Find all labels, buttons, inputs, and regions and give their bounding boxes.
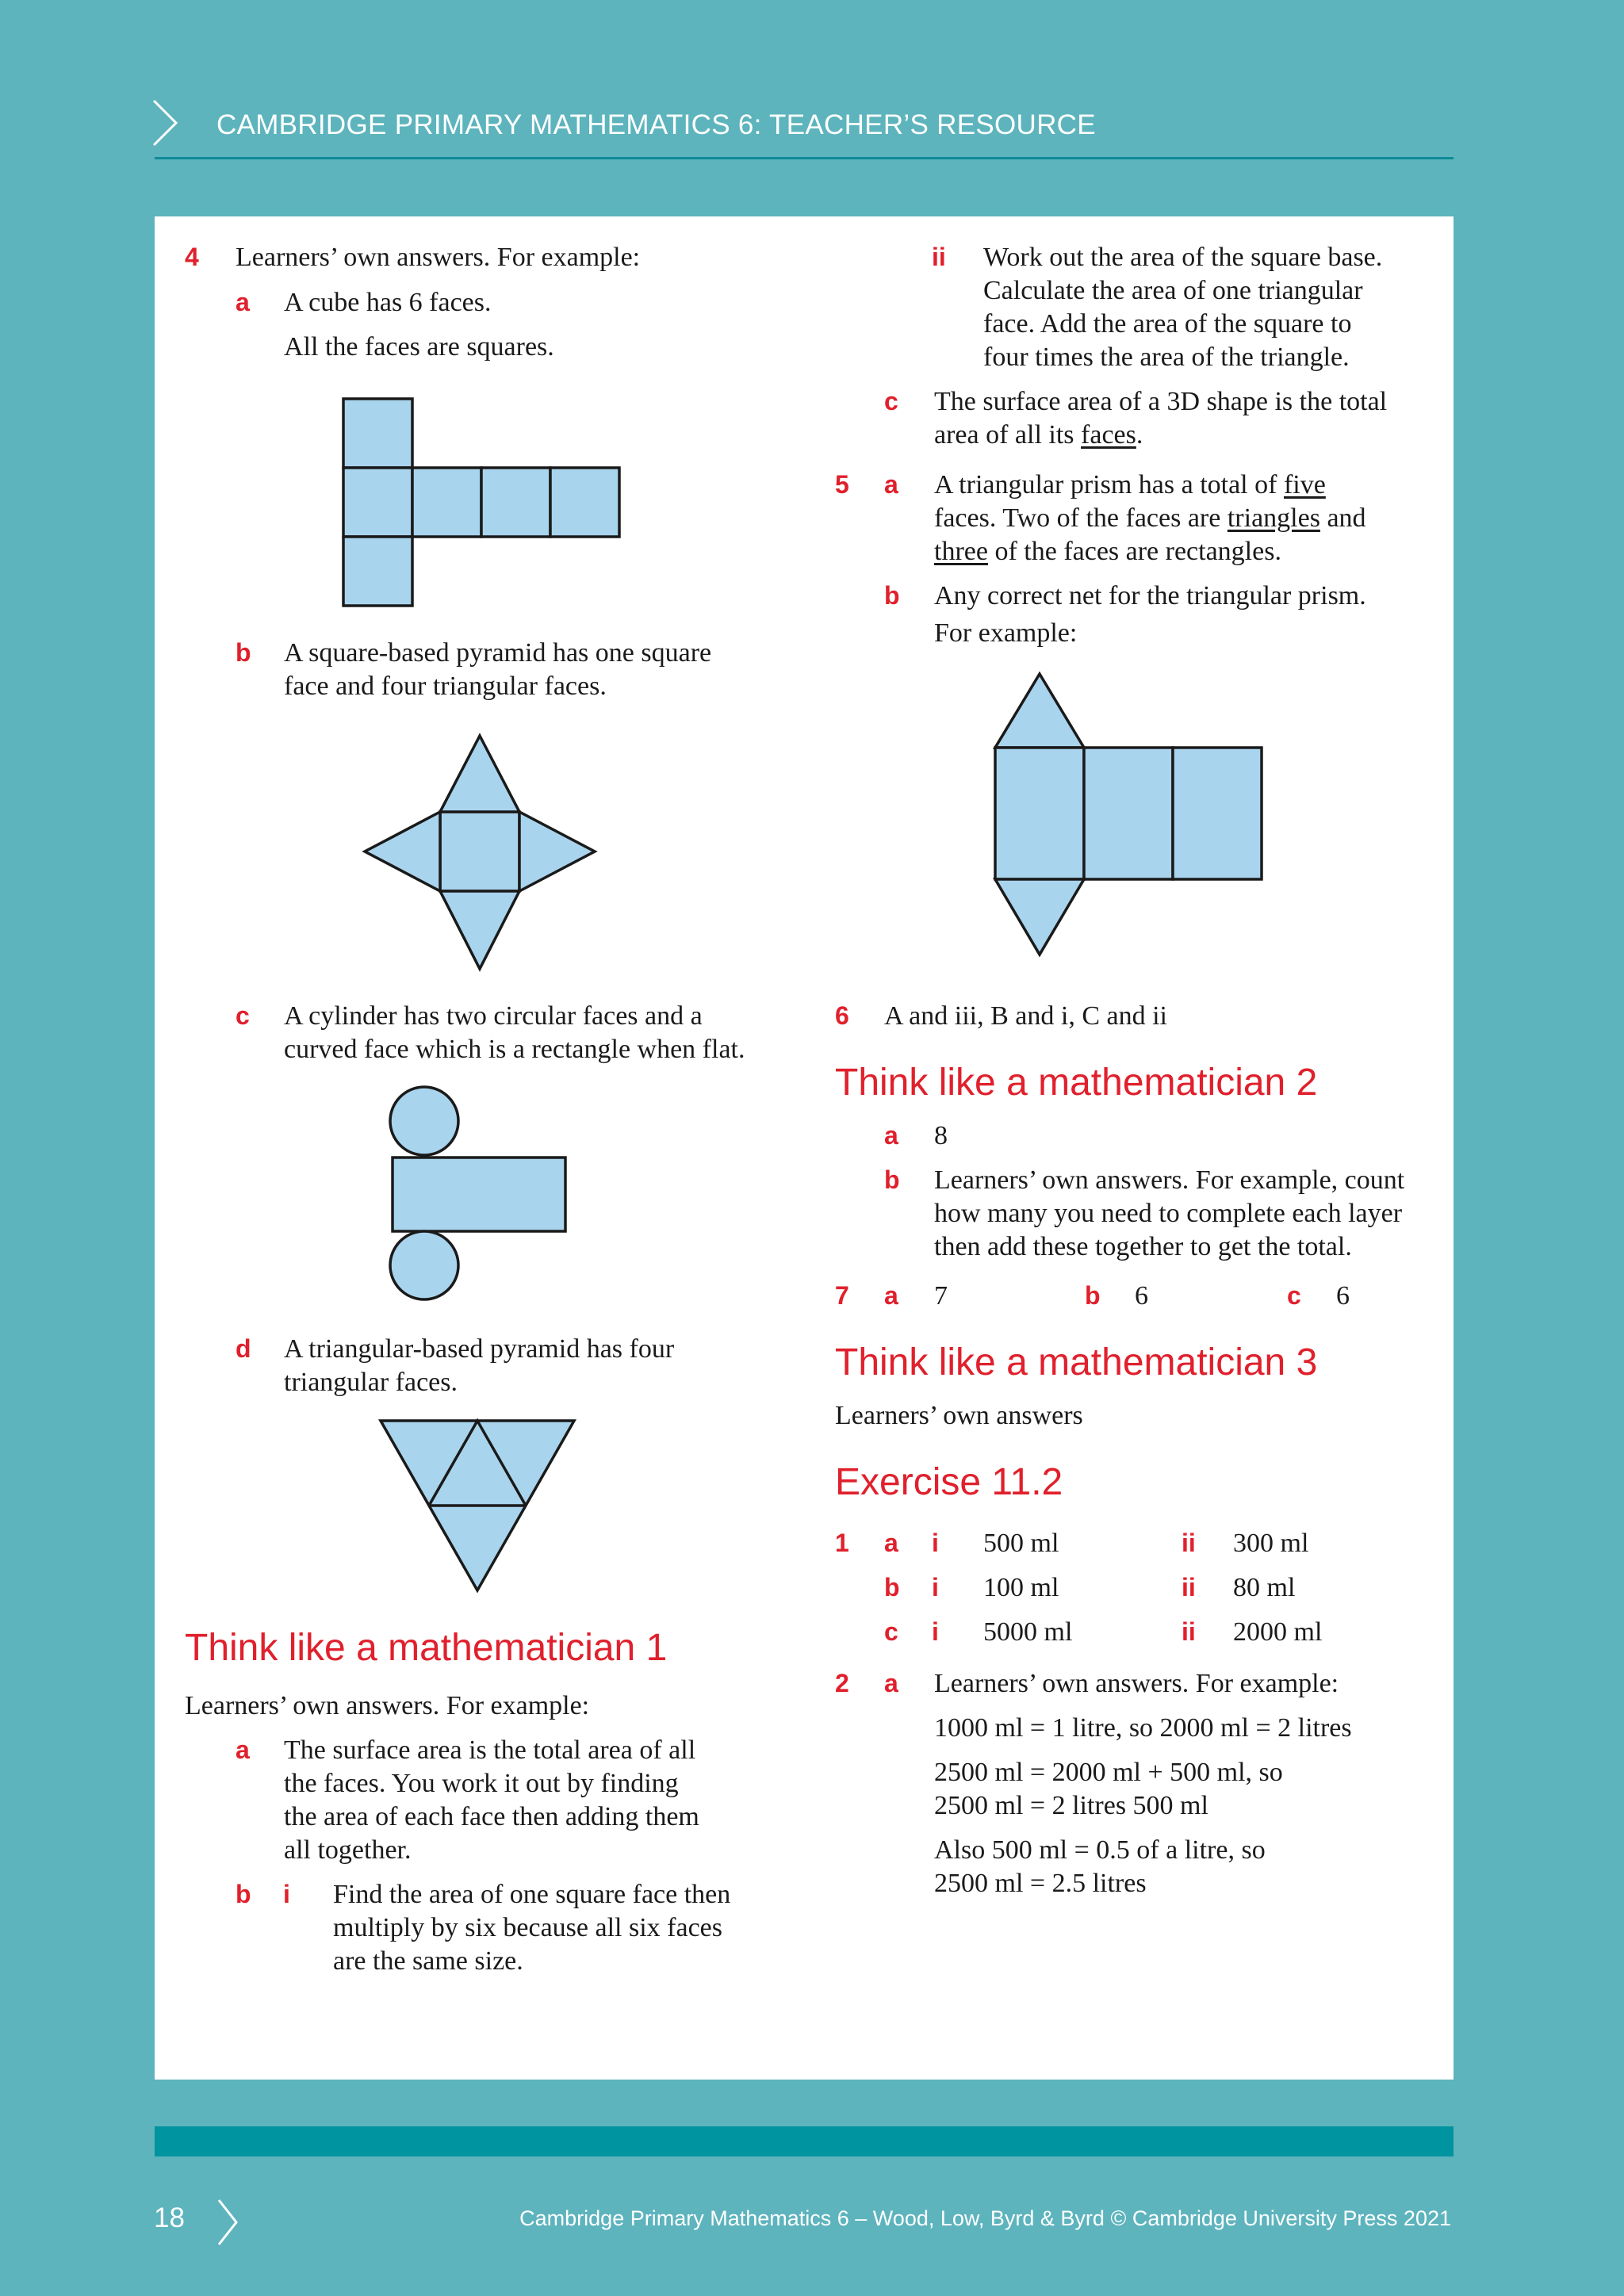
q4-intro: Learners’ own answers. For example: [236,243,641,272]
subpart-label: i [932,1617,939,1646]
part-label: a [884,470,898,499]
part-label: c [1287,1281,1301,1310]
subpart-label: ii [1182,1529,1196,1557]
ex-answer: 2000 ml [1233,1617,1323,1647]
part-label: a [236,288,250,316]
part-label: a [884,1121,898,1150]
q4c-right-text: The surface area of a 3D shape is the total [934,387,1388,416]
tlm2-a-text: 8 [934,1121,948,1150]
question-number: 6 [835,1001,849,1030]
q4b-ii-text: Calculate the area of one triangular [983,276,1363,305]
q5a-text: three of the faces are rectangles. [934,537,1281,566]
subpart-label: ii [932,243,946,271]
q7-answer: 6 [1336,1281,1350,1311]
q4c-right-text: area of all its faces. [934,420,1143,450]
triangular-prism-net-diagram [994,672,1268,959]
q4d-text: A triangular-based pyramid has four [284,1334,675,1364]
tlm1-bi-text: multiply by six because all six faces [333,1913,722,1942]
q5a-text: faces. Two of the faces are triangles and [934,503,1366,533]
section-heading: Think like a mathematician 1 [185,1627,668,1669]
tlm2-b-text: how many you need to complete each layer [934,1199,1403,1228]
part-label: b [236,638,251,667]
part-label: b [884,581,900,610]
ex-q2-text: 2500 ml = 2000 ml + 500 ml, so [934,1758,1283,1787]
subpart-label: i [932,1573,939,1601]
content-panel [155,216,1454,2080]
part-label: b [884,1573,900,1601]
tlm3-text: Learners’ own answers [835,1401,1083,1430]
q7-answer: 6 [1135,1281,1148,1311]
subpart-label: i [283,1880,290,1908]
part-label: c [236,1001,250,1030]
q5b-text: For example: [934,618,1078,648]
question-number: 1 [835,1529,849,1557]
header-divider [155,157,1454,159]
ex-q2-text: Also 500 ml = 0.5 of a litre, so [934,1835,1266,1865]
q6-text: A and iii, B and i, C and ii [884,1001,1167,1031]
ex-q2-text: Learners’ own answers. For example: [934,1669,1339,1698]
q4c-text: A cylinder has two circular faces and a [284,1001,703,1031]
part-label: a [236,1735,250,1764]
ex-q2-text: 2500 ml = 2.5 litres [934,1869,1147,1898]
q4b-text: A square-based pyramid has one square [284,638,712,668]
q5a-text: A triangular prism has a total of five [934,470,1326,499]
tlm2-b-text: Learners’ own answers. For example, count [934,1165,1405,1195]
question-number: 4 [185,243,199,271]
part-label: d [236,1334,251,1363]
question-number: 2 [835,1669,849,1697]
question-number: 5 [835,470,849,499]
triangular-pyramid-net-diagram [379,1419,579,1597]
cube-net-diagram [342,397,627,608]
q4a-text: A cube has 6 faces. [284,288,492,317]
section-heading: Think like a mathematician 2 [835,1062,1318,1104]
tlm1-bi-text: Find the area of one square face then [333,1880,731,1909]
chevron-right-icon [216,2198,239,2247]
section-heading: Exercise 11.2 [835,1461,1063,1503]
part-label: a [884,1281,898,1310]
section-heading: Think like a mathematician 3 [835,1341,1318,1383]
q4b-text: face and four triangular faces. [284,672,607,701]
tlm1-a-text: all together. [284,1835,412,1865]
q4b-ii-text: four times the area of the triangle. [983,342,1350,372]
ex-q2-text: 1000 ml = 1 litre, so 2000 ml = 2 litres [934,1713,1352,1743]
ex-answer: 500 ml [983,1529,1059,1558]
part-label: c [884,387,898,415]
header-title: CAMBRIDGE PRIMARY MATHEMATICS 6: TEACHER’S RESOURCE [216,109,1096,140]
footer-credit: Cambridge Primary Mathematics 6 – Wood, Low, Byrd & Byrd © Cambridge University Press 2021 [519,2206,1451,2230]
square-pyramid-net-diagram [363,734,601,974]
q4c-text: curved face which is a rectangle when flat. [284,1035,745,1064]
q5b-text: Any correct net for the triangular prism. [934,581,1366,610]
q4b-ii-text: Work out the area of the square base. [983,243,1383,272]
ex-answer: 80 ml [1233,1573,1296,1602]
question-number: 7 [835,1281,849,1310]
tlm2-b-text: then add these together to get the total. [934,1232,1352,1261]
cylinder-net-diagram [387,1085,569,1300]
ex-answer: 5000 ml [983,1617,1073,1647]
footer-band [155,2126,1454,2156]
tlm1-bi-text: are the same size. [333,1946,523,1976]
q7-answer: 7 [934,1281,948,1311]
subpart-label: ii [1182,1573,1196,1601]
tlm1-a-text: the area of each face then adding them [284,1802,699,1831]
q4a-text: All the faces are squares. [284,332,554,362]
page-number: 18 [154,2202,185,2233]
part-label: b [1085,1281,1101,1310]
ex-answer: 100 ml [983,1573,1059,1602]
ex-answer: 300 ml [1233,1529,1309,1558]
part-label: a [884,1669,898,1697]
subpart-label: i [932,1529,939,1557]
tlm1-a-text: the faces. You work it out by finding [284,1769,679,1798]
q4b-ii-text: face. Add the area of the square to [983,309,1352,339]
part-label: b [236,1880,251,1908]
ex-q2-text: 2500 ml = 2 litres 500 ml [934,1791,1208,1820]
part-label: c [884,1617,898,1646]
part-label: b [884,1165,900,1194]
part-label: a [884,1529,898,1557]
tlm1-intro: Learners’ own answers. For example: [185,1691,590,1720]
tlm1-a-text: The surface area is the total area of all [284,1735,696,1765]
subpart-label: ii [1182,1617,1196,1646]
chevron-right-icon [151,98,179,147]
q4d-text: triangular faces. [284,1368,458,1397]
